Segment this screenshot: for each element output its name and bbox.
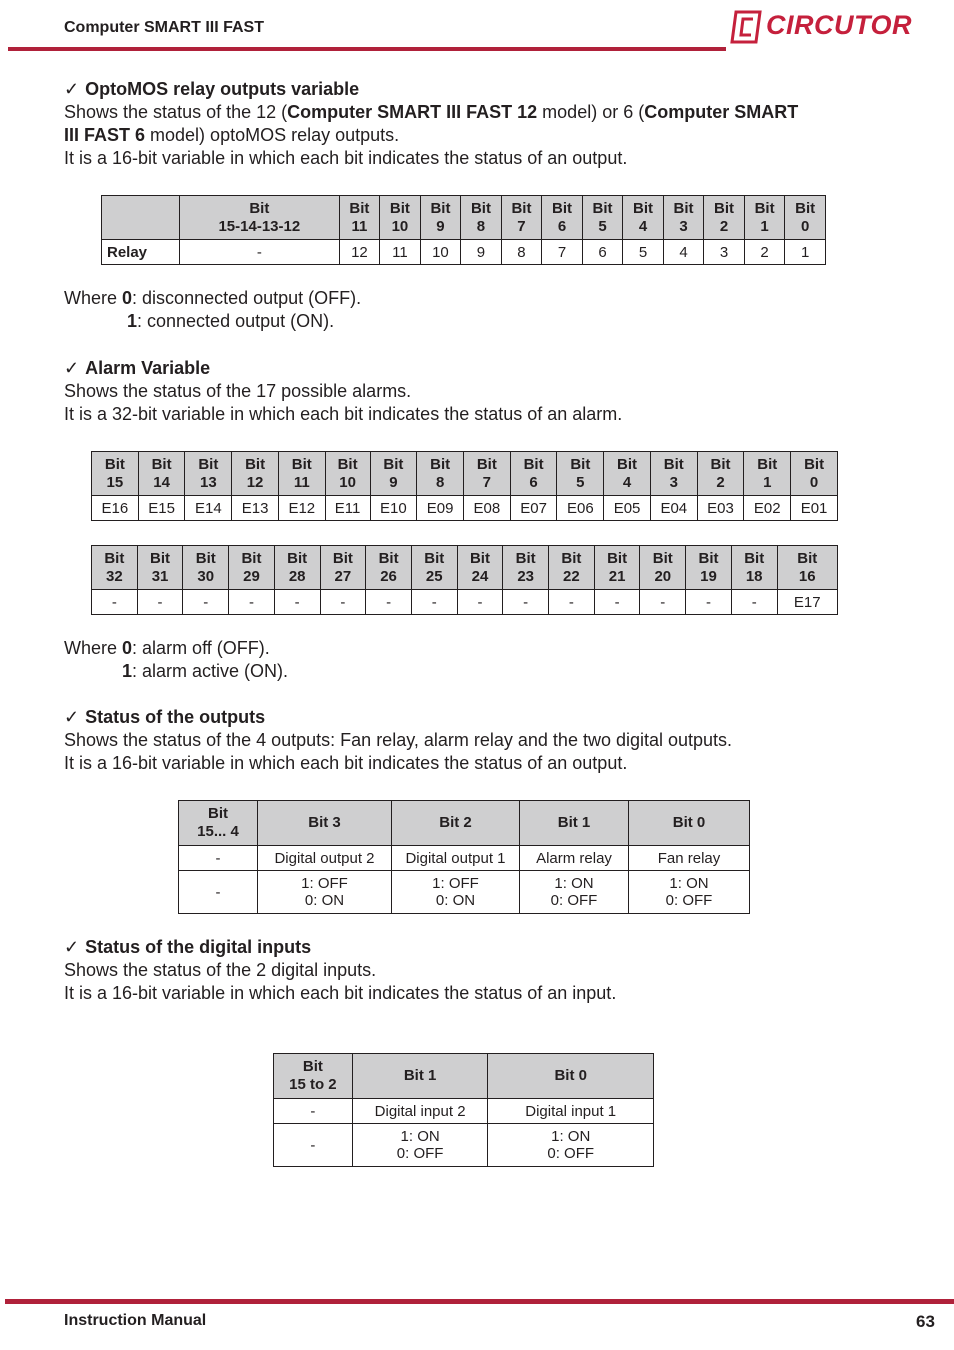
table-row <box>92 590 838 615</box>
input-state-cell: 1: ON 0: OFF <box>488 1124 654 1167</box>
bit-header-cell: Bit 24 <box>457 546 503 590</box>
alarm-code-cell: E03 <box>697 496 744 521</box>
relay-number-cell: 1 <box>785 240 826 265</box>
text-run: model) optoMOS relay outputs. <box>145 125 400 145</box>
legend-line <box>64 287 361 310</box>
bit-header-cell: Bit 28 <box>274 546 320 590</box>
bit-header-cell: Bit 30 <box>183 546 229 590</box>
bit-header-cell: Bit 16 <box>777 546 837 590</box>
alarm-code-cell: E01 <box>791 496 838 521</box>
section-heading-optomos <box>64 78 359 101</box>
bit-header-cell: Bit 8 <box>417 452 464 496</box>
relay-number-cell: 9 <box>461 240 502 265</box>
bit-header-cell: Bit 21 <box>594 546 640 590</box>
bit-header-cell: Bit 6 <box>542 196 583 240</box>
output-state-cell: 1: OFF 0: ON <box>258 871 392 914</box>
alarm-code-cell: - <box>183 590 229 615</box>
text-run: : alarm off (OFF). <box>132 638 270 658</box>
table-header-row <box>102 196 826 240</box>
table-row <box>179 871 750 914</box>
relay-number-cell: - <box>180 240 340 265</box>
bit-header-cell: Bit 2 <box>697 452 744 496</box>
bit-header-cell: Bit 5 <box>557 452 604 496</box>
paragraph-line: It is a 32-bit variable in which each bit indicates the status of an alarm. <box>64 404 623 424</box>
bit-header-cell: Bit 26 <box>366 546 412 590</box>
paragraph-line: Shows the status of the 17 possible alarms. <box>64 381 412 401</box>
footer-label: Instruction Manual <box>64 1312 207 1329</box>
bit-header-cell: Bit 0 <box>488 1054 654 1099</box>
text-run: : disconnected output (OFF). <box>132 288 362 308</box>
bit-header-cell: Bit 27 <box>320 546 366 590</box>
bit-header-cell: Bit 19 <box>686 546 732 590</box>
table-row <box>274 1099 654 1124</box>
alarm-code-cell: E14 <box>185 496 232 521</box>
relay-number-cell: 7 <box>542 240 583 265</box>
table-row <box>274 1124 654 1167</box>
alarm-code-cell: E12 <box>278 496 325 521</box>
check-icon: ✓ <box>64 358 80 378</box>
check-icon: ✓ <box>64 707 80 727</box>
model-name: Computer SMART <box>644 102 799 122</box>
alarm-code-cell: - <box>320 590 366 615</box>
bit-header-cell: Bit 15 to 2 <box>274 1054 353 1099</box>
alarm-code-cell: - <box>686 590 732 615</box>
bit-header-cell: Bit 7 <box>501 196 542 240</box>
row-label: Relay <box>102 240 180 265</box>
relay-outputs-table <box>101 195 826 265</box>
table-header-row <box>179 801 750 846</box>
bit-header-cell: Bit 11 <box>339 196 380 240</box>
alarm-code-cell: E10 <box>370 496 417 521</box>
relay-number-cell: 4 <box>663 240 704 265</box>
bit-header-cell: Bit 20 <box>640 546 686 590</box>
alarm-code-cell: E06 <box>557 496 604 521</box>
bit-header-cell: Bit 6 <box>510 452 557 496</box>
heading-text: OptoMOS relay outputs variable <box>85 79 360 99</box>
outputs-status-table <box>178 800 750 914</box>
bit-header-cell: Bit 12 <box>232 452 279 496</box>
heading-text: Status of the digital inputs <box>85 937 312 957</box>
input-name-cell: - <box>274 1099 353 1124</box>
alarm-code-cell: - <box>594 590 640 615</box>
section-heading-digital-inputs <box>64 936 311 959</box>
alarm-code-cell: E13 <box>232 496 279 521</box>
paragraph-line: Shows the status of the 2 digital inputs. <box>64 960 377 980</box>
alarm-code-cell: - <box>92 590 138 615</box>
alarm-code-cell: E08 <box>463 496 510 521</box>
bit-header-cell: Bit 1 <box>352 1054 488 1099</box>
bit-header-cell: Bit 15-14-13-12 <box>180 196 340 240</box>
circutor-logo <box>730 8 913 46</box>
alarm-code-cell: E16 <box>92 496 139 521</box>
bit-header-cell: Bit 3 <box>650 452 697 496</box>
alarm-code-cell: - <box>274 590 320 615</box>
paragraph-line: It is a 16-bit variable in which each bit indicates the status of an output. <box>64 148 628 168</box>
circutor-logo-icon <box>730 8 764 46</box>
output-name-cell: Fan relay <box>629 846 750 871</box>
output-state-cell: 1: ON 0: OFF <box>629 871 750 914</box>
output-state-cell: - <box>179 871 258 914</box>
alarm-code-cell: - <box>229 590 275 615</box>
text-run: model) or 6 ( <box>537 102 645 122</box>
alarm-code-cell: - <box>411 590 457 615</box>
bit-value: 1 <box>122 661 133 681</box>
bit-header-cell: Bit 15... 4 <box>179 801 258 846</box>
paragraph-line <box>64 101 798 124</box>
alarm-code-cell: E17 <box>777 590 837 615</box>
alarm-code-cell: E04 <box>650 496 697 521</box>
bit-header-cell: Bit 18 <box>731 546 777 590</box>
check-icon: ✓ <box>64 937 80 957</box>
table-header-row <box>92 546 838 590</box>
footer-rule <box>5 1299 954 1304</box>
bit-header-cell: Bit 9 <box>370 452 417 496</box>
paragraph-line: Shows the status of the 4 outputs: Fan relay, alarm relay and the two digital outputs. <box>64 730 733 750</box>
model-name: Computer SMART III FAST 12 <box>287 102 538 122</box>
text-run: Where <box>64 288 123 308</box>
output-name-cell: Digital output 2 <box>258 846 392 871</box>
bit-header-cell: Bit 2 <box>704 196 745 240</box>
table-header-row <box>274 1054 654 1099</box>
bit-header-cell: Bit 23 <box>503 546 549 590</box>
bit-header-cell: Bit 32 <box>92 546 138 590</box>
alarm-code-cell: - <box>137 590 183 615</box>
alarm-code-cell: E02 <box>744 496 791 521</box>
relay-number-cell: 5 <box>623 240 664 265</box>
paragraph-line <box>64 124 399 147</box>
page-header-title: Computer SMART III FAST <box>64 19 264 36</box>
bit-header-cell: Bit 11 <box>278 452 325 496</box>
legend-line <box>122 660 288 683</box>
alarm-code-cell: - <box>731 590 777 615</box>
section-heading-alarm <box>64 357 210 380</box>
bit-value: 0 <box>122 288 133 308</box>
digital-inputs-table <box>273 1053 654 1167</box>
output-state-cell: 1: OFF 0: ON <box>392 871 520 914</box>
bit-header-cell: Bit 0 <box>791 452 838 496</box>
bit-header-cell: Bit 8 <box>461 196 502 240</box>
alarm-code-cell: E05 <box>604 496 651 521</box>
input-state-cell: - <box>274 1124 353 1167</box>
bit-header-cell: Bit 0 <box>785 196 826 240</box>
bit-header-cell: Bit 2 <box>392 801 520 846</box>
bit-header-cell: Bit 3 <box>258 801 392 846</box>
legend-line <box>127 310 334 333</box>
bit-header-cell: Bit 13 <box>185 452 232 496</box>
text-run: : connected output (ON). <box>137 311 335 331</box>
input-name-cell: Digital input 2 <box>352 1099 488 1124</box>
output-name-cell: Alarm relay <box>520 846 629 871</box>
bit-header-cell: Bit 0 <box>629 801 750 846</box>
input-name-cell: Digital input 1 <box>488 1099 654 1124</box>
bit-header-cell: Bit 9 <box>420 196 461 240</box>
heading-text: Alarm Variable <box>85 358 211 378</box>
table-header-cell <box>102 196 180 240</box>
alarm-code-cell: - <box>640 590 686 615</box>
alarm-table-high <box>91 545 838 615</box>
table-header-row <box>92 452 838 496</box>
header-rule <box>8 47 726 51</box>
bit-header-cell: Bit 1 <box>744 452 791 496</box>
bit-header-cell: Bit 3 <box>663 196 704 240</box>
table-row <box>179 846 750 871</box>
text-run: Shows the status of the 12 ( <box>64 102 288 122</box>
bit-header-cell: Bit 10 <box>380 196 421 240</box>
alarm-code-cell: E15 <box>138 496 185 521</box>
text-run: Where <box>64 638 123 658</box>
heading-text: Status of the outputs <box>85 707 266 727</box>
alarm-code-cell: E07 <box>510 496 557 521</box>
bit-header-cell: Bit 4 <box>604 452 651 496</box>
table-row <box>92 496 838 521</box>
section-heading-outputs <box>64 706 265 729</box>
bit-header-cell: Bit 1 <box>520 801 629 846</box>
paragraph-line: It is a 16-bit variable in which each bit indicates the status of an output. <box>64 753 628 773</box>
bit-header-cell: Bit 31 <box>137 546 183 590</box>
relay-number-cell: 3 <box>704 240 745 265</box>
bit-header-cell: Bit 4 <box>623 196 664 240</box>
text-run: : alarm active (ON). <box>132 661 289 681</box>
bit-header-cell: Bit 1 <box>744 196 785 240</box>
output-state-cell: 1: ON 0: OFF <box>520 871 629 914</box>
bit-value: 0 <box>122 638 133 658</box>
model-name: III FAST 6 <box>64 125 146 145</box>
alarm-code-cell: - <box>503 590 549 615</box>
check-icon: ✓ <box>64 79 80 99</box>
relay-number-cell: 8 <box>501 240 542 265</box>
bit-value: 1 <box>127 311 138 331</box>
output-name-cell: Digital output 1 <box>392 846 520 871</box>
bit-header-cell: Bit 5 <box>582 196 623 240</box>
bit-header-cell: Bit 14 <box>138 452 185 496</box>
logo-text: CIRCUTOR <box>766 10 913 40</box>
relay-number-cell: 2 <box>744 240 785 265</box>
legend-line <box>64 637 270 660</box>
relay-number-cell: 11 <box>380 240 421 265</box>
relay-number-cell: 10 <box>420 240 461 265</box>
output-name-cell: - <box>179 846 258 871</box>
page-number: 63 <box>916 1312 935 1331</box>
bit-header-cell: Bit 25 <box>411 546 457 590</box>
alarm-code-cell: - <box>457 590 503 615</box>
relay-number-cell: 6 <box>582 240 623 265</box>
alarm-code-cell: - <box>549 590 595 615</box>
bit-header-cell: Bit 10 <box>325 452 370 496</box>
paragraph-line: It is a 16-bit variable in which each bit indicates the status of an input. <box>64 983 617 1003</box>
bit-header-cell: Bit 7 <box>463 452 510 496</box>
alarm-code-cell: E09 <box>417 496 464 521</box>
bit-header-cell: Bit 15 <box>92 452 139 496</box>
input-state-cell: 1: ON 0: OFF <box>352 1124 488 1167</box>
table-row <box>102 240 826 265</box>
alarm-code-cell: E11 <box>325 496 370 521</box>
alarm-code-cell: - <box>366 590 412 615</box>
alarm-table-low <box>91 451 838 521</box>
bit-header-cell: Bit 22 <box>549 546 595 590</box>
bit-header-cell: Bit 29 <box>229 546 275 590</box>
relay-number-cell: 12 <box>339 240 380 265</box>
